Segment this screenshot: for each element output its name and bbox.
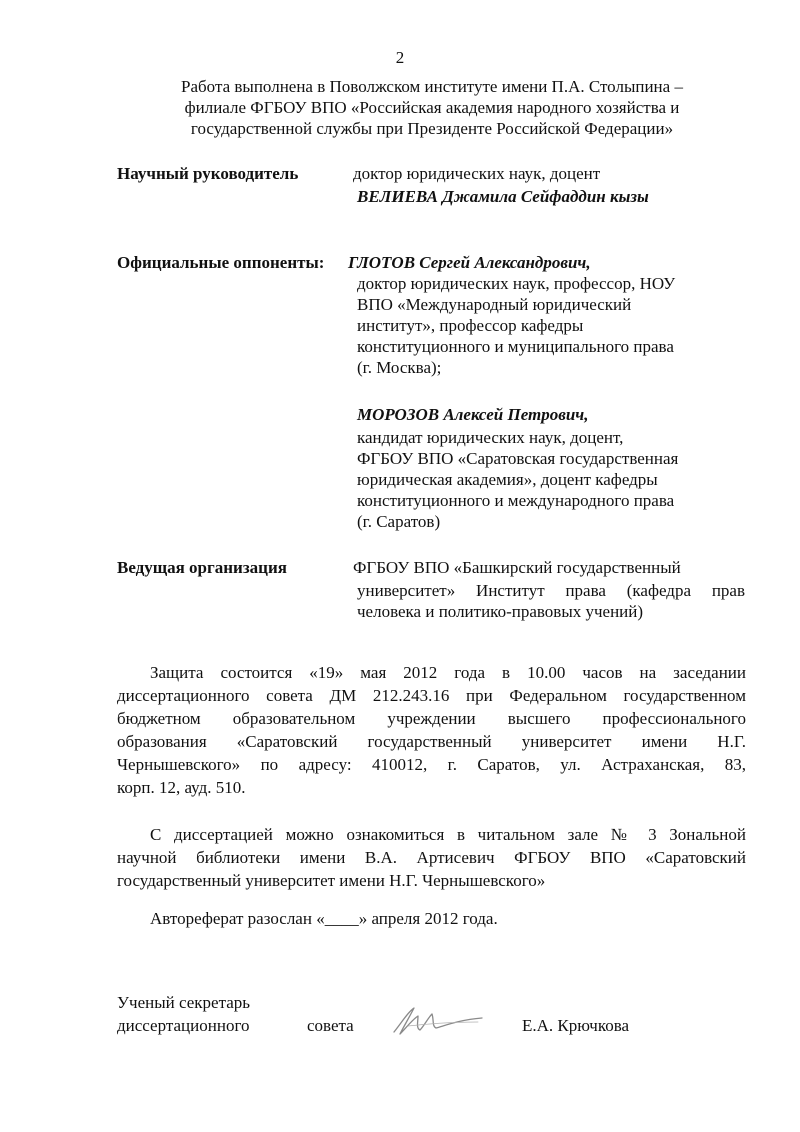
detail-line: конституционного и международного права — [357, 491, 675, 510]
lead-org-label: Ведущая организация — [117, 558, 287, 577]
paragraph-line: Чернышевского» по адресу: 410012, г. Саратов, ул. Астраханская, 83, — [117, 755, 746, 774]
lead-org-line: ФГБОУ ВПО «Башкирский государственный — [353, 558, 681, 577]
paragraph-line: образования «Саратовский государственный университет имени Н.Г. — [117, 732, 746, 751]
detail-line: институт», профессор кафедры — [357, 316, 584, 335]
supervisor-label: Научный руководитель — [117, 164, 299, 183]
detail-line: юридическая академия», доцент кафедры — [357, 470, 658, 489]
detail-line: (г. Саратов) — [357, 512, 441, 531]
detail-line: доктор юридических наук, профессор, НОУ — [357, 274, 676, 293]
page-number: 2 — [395, 48, 405, 67]
secretary-title: Ученый секретарь — [117, 993, 251, 1012]
supervisor-degree: доктор юридических наук, доцент — [353, 164, 601, 183]
opponent-1-name: ГЛОТОВ Сергей Александрович, — [348, 253, 591, 272]
signature-icon — [388, 1004, 488, 1040]
supervisor-name: ВЕЛИЕВА Джамила Сейфаддин кызы — [357, 187, 649, 206]
opponent-2-name: МОРОЗОВ Алексей Петрович, — [357, 405, 589, 424]
header-line: Работа выполнена в Поволжском институте имени П.А. Столыпина – — [181, 77, 683, 96]
secretary-name: Е.А. Крючкова — [522, 1016, 630, 1035]
paragraph-line: корп. 12, ауд. 510. — [117, 778, 246, 797]
secretary-council-word: совета — [307, 1016, 354, 1035]
paragraph-line: научной библиотеки имени В.А. Артисевич ФГБОУ ВПО «Саратовский — [117, 848, 746, 867]
header-line: филиале ФГБОУ ВПО «Российская академия народного хозяйства и — [184, 98, 680, 117]
paragraph-line: бюджетном образовательном учреждении высшего профессионального — [117, 709, 746, 728]
opponents-label: Официальные оппоненты: — [117, 253, 325, 272]
paragraph-line: Защита состоится «19» мая 2012 года в 10.00 часов на заседании — [150, 663, 746, 682]
detail-line: кандидат юридических наук, доцент, — [357, 428, 624, 447]
sent-date-line: Автореферат разослан «____» апреля 2012 года. — [150, 909, 498, 928]
header-line: государственной службы при Президенте Российской Федерации» — [190, 119, 674, 138]
paragraph-line: диссертационного совета ДМ 212.243.16 при Федеральном государственном — [117, 686, 746, 705]
paragraph-line: государственный университет имени Н.Г. Чернышевского» — [117, 871, 546, 890]
detail-line: (г. Москва); — [357, 358, 442, 377]
detail-line: ВПО «Международный юридический — [357, 295, 632, 314]
paragraph-line: С диссертацией можно ознакомиться в читальном зале № 3 Зональной — [150, 825, 746, 844]
secretary-council-word: диссертационного — [117, 1016, 250, 1035]
lead-org-line: университет» Институт права (кафедра прав — [357, 581, 745, 600]
detail-line: конституционного и муниципального права — [357, 337, 674, 356]
detail-line: ФГБОУ ВПО «Саратовская государственная — [357, 449, 679, 468]
lead-org-line: человека и политико-правовых учений) — [357, 602, 644, 621]
